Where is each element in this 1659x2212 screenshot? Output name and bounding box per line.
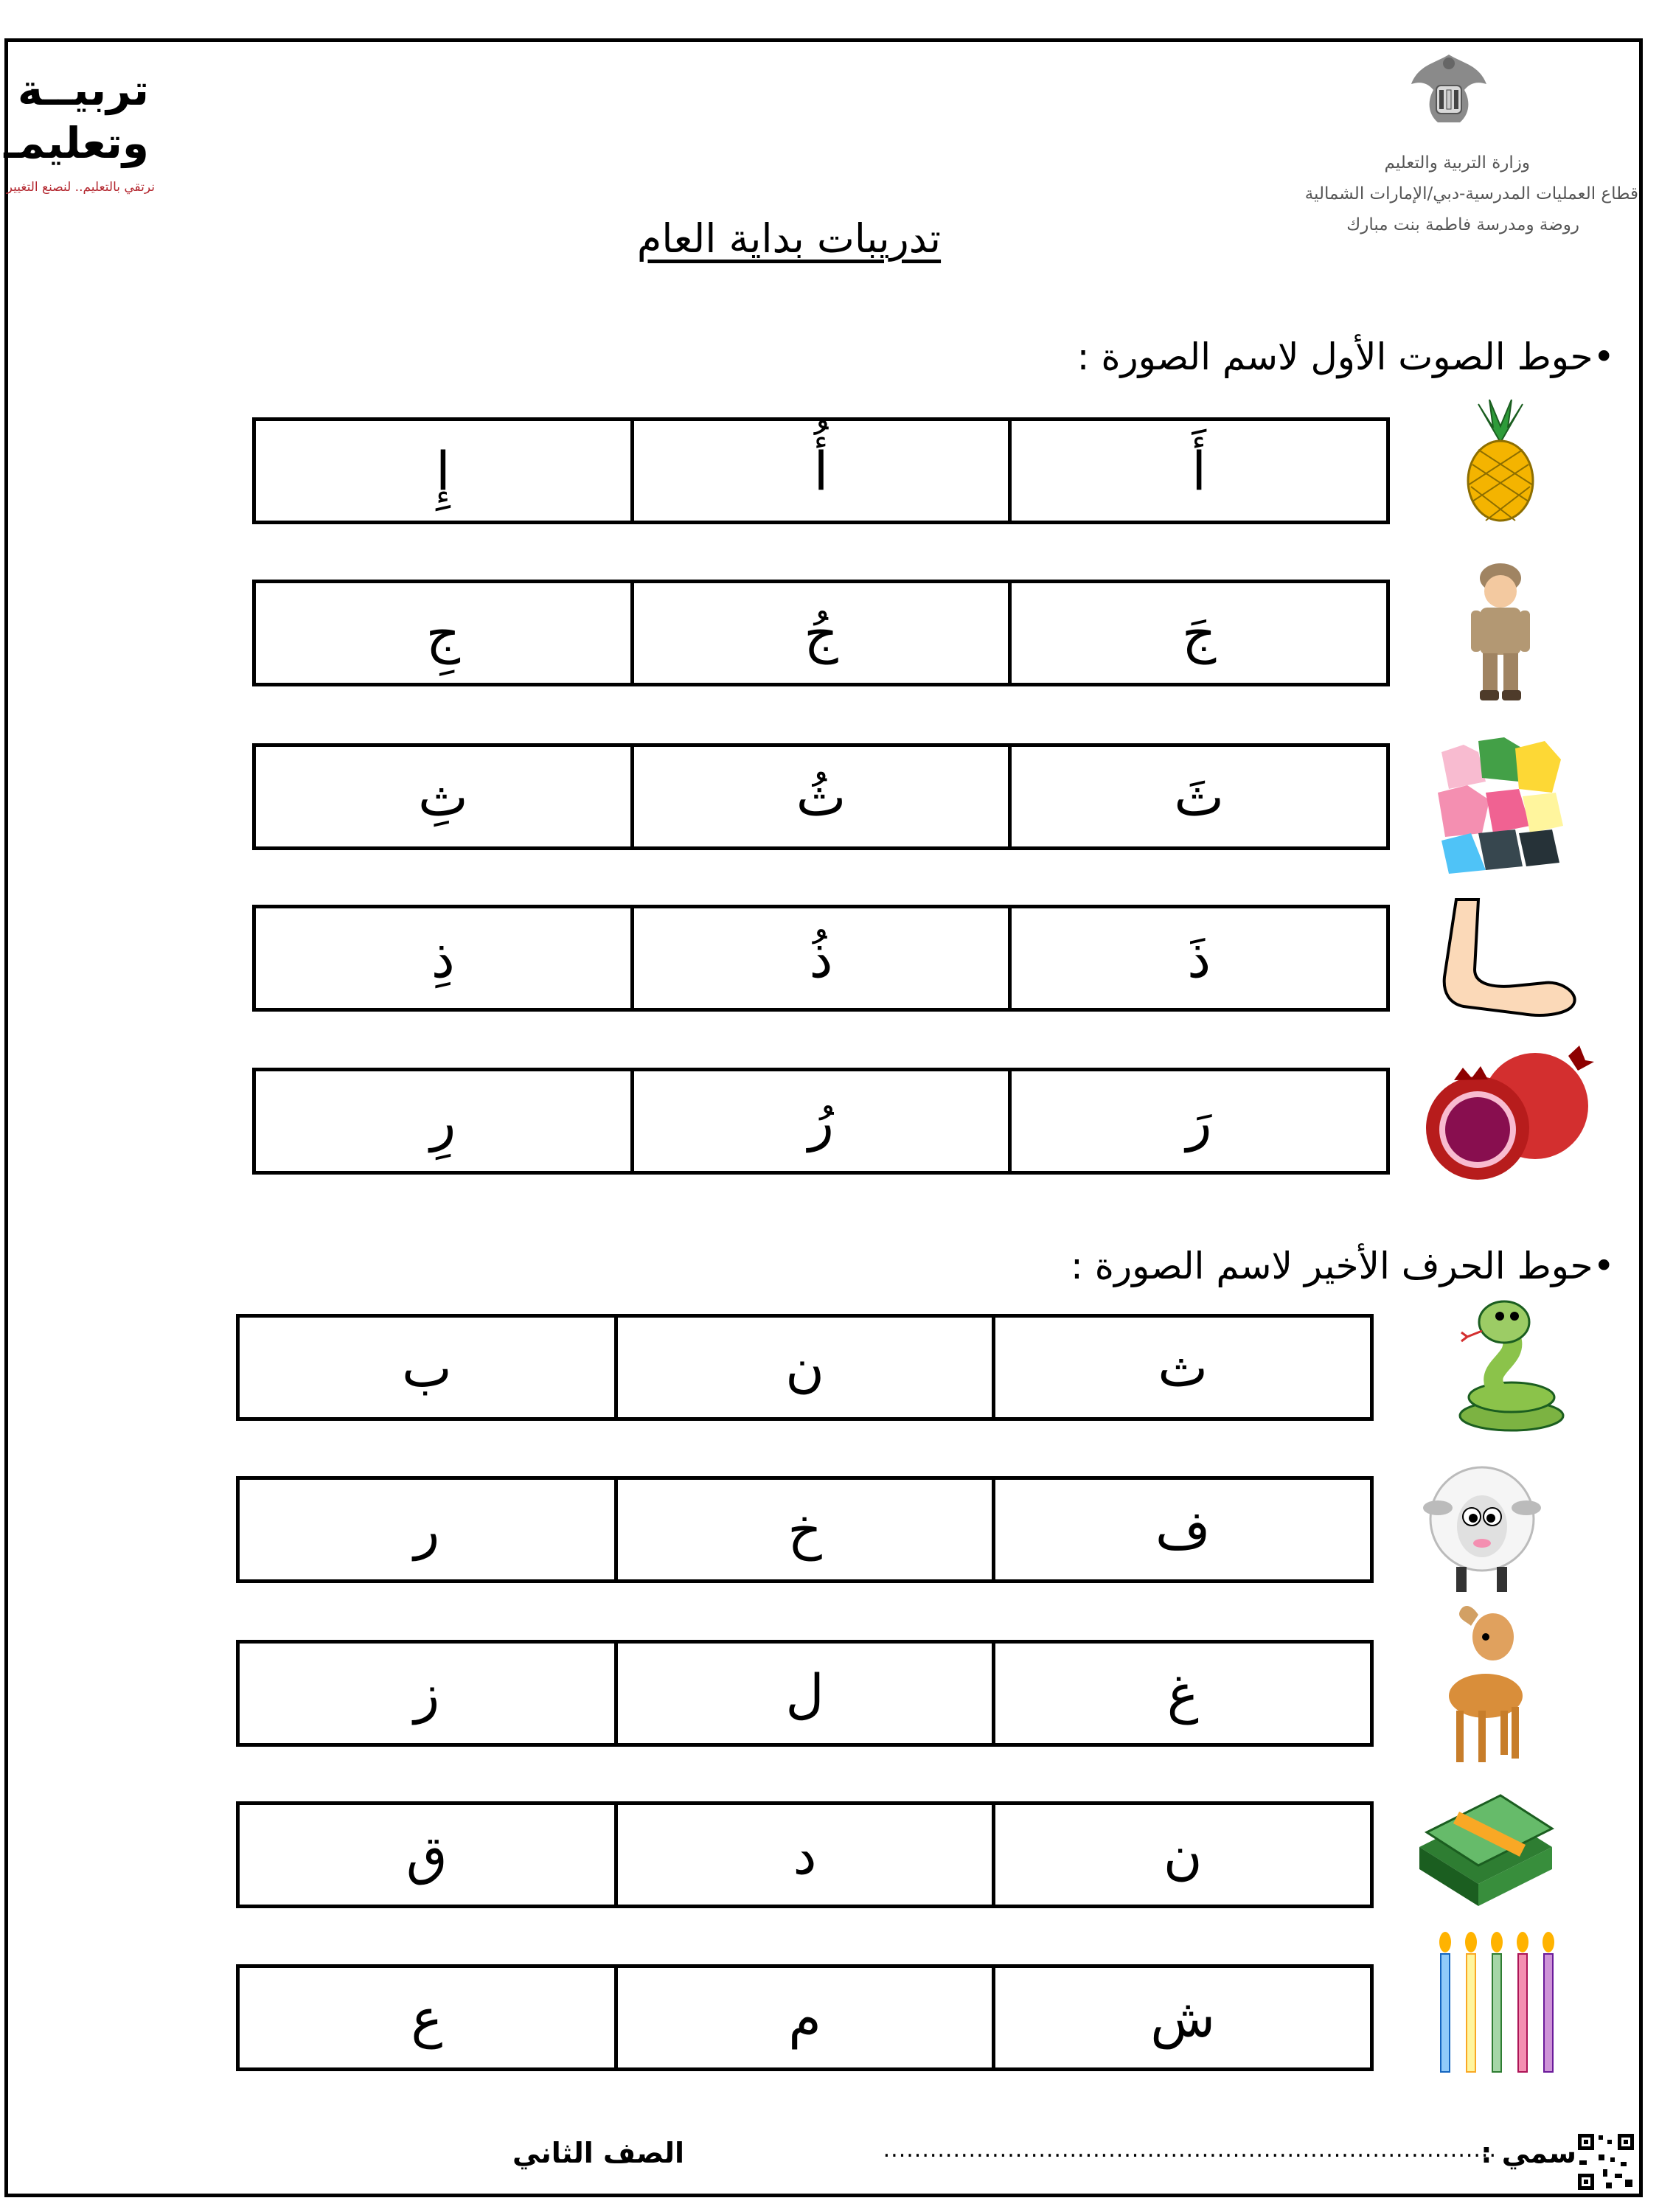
ministry-name: وزارة التربية والتعليم — [1384, 153, 1530, 173]
ministry-sector: قطاع العمليات المدرسية-دبي/الإمارات الشمالية — [1304, 184, 1638, 204]
option-cell[interactable]: ق — [406, 1823, 448, 1886]
option-cell[interactable]: ذَ — [1008, 908, 1386, 1008]
option-cell[interactable]: ش — [992, 1968, 1370, 2067]
option-cell[interactable]: ز — [414, 1662, 440, 1725]
option-cell[interactable]: أَ — [1008, 421, 1386, 521]
option-cell[interactable]: ث — [992, 1318, 1370, 1417]
sheep-icon — [1423, 1456, 1541, 1596]
money-stack-icon — [1412, 1781, 1559, 1913]
page-title: تدريبات بداية العام — [636, 215, 942, 262]
uae-emblem-icon — [1405, 49, 1492, 130]
option-cell[interactable]: أُ — [630, 421, 1009, 521]
row-1-3 — [252, 743, 1390, 850]
option-cell[interactable]: رَ — [1008, 1071, 1386, 1171]
logo-line-2: وتعليمـ — [4, 118, 149, 168]
option-cell[interactable]: ثِ — [417, 765, 468, 828]
option-cell[interactable]: غ — [992, 1644, 1370, 1743]
logo-line-1: تربيــة — [17, 65, 149, 115]
arm-icon — [1434, 896, 1582, 1029]
row-2-1 — [236, 1314, 1374, 1421]
option-cell[interactable]: ل — [614, 1644, 992, 1743]
option-cell[interactable]: ع — [411, 1986, 443, 2049]
option-cell[interactable]: م — [614, 1968, 992, 2067]
school-name: روضة ومدرسة فاطمة بنت مبارك — [1346, 215, 1579, 234]
fawn-icon — [1427, 1600, 1545, 1770]
section2-instruction: •حوط الحرف الأخير لاسم الصورة : — [1071, 1245, 1615, 1287]
grade-label: الصف الثاني — [512, 2137, 685, 2169]
candles-icon — [1430, 1932, 1563, 2079]
row-2-2 — [236, 1476, 1374, 1583]
name-dotted-line[interactable]: ............................................................................... — [883, 2137, 1497, 2163]
row-1-5 — [252, 1068, 1390, 1175]
clothes-icon — [1434, 730, 1567, 877]
option-cell[interactable]: ب — [401, 1336, 452, 1399]
row-2-5 — [236, 1964, 1374, 2071]
option-cell[interactable]: جُ — [630, 583, 1009, 683]
option-cell[interactable]: ذِ — [431, 927, 455, 990]
option-cell[interactable]: د — [614, 1805, 992, 1905]
option-cell[interactable]: رُ — [630, 1071, 1009, 1171]
option-cell[interactable]: ثُ — [630, 747, 1009, 846]
row-2-3 — [236, 1640, 1374, 1747]
option-cell[interactable]: جَ — [1008, 583, 1386, 683]
option-cell[interactable]: ن — [614, 1318, 992, 1417]
option-cell[interactable]: ثَ — [1008, 747, 1386, 846]
option-cell[interactable]: ر — [414, 1498, 440, 1561]
snake-icon — [1453, 1294, 1571, 1434]
option-cell[interactable]: إِ — [435, 439, 451, 502]
row-1-4 — [252, 905, 1390, 1012]
row-2-4 — [236, 1801, 1374, 1908]
section1-instruction: •حوط الصوت الأول لاسم الصورة : — [1077, 335, 1615, 378]
student-name-label: سمي : — [1481, 2137, 1576, 2169]
soldier-icon — [1464, 559, 1537, 706]
option-cell[interactable]: ن — [992, 1805, 1370, 1905]
option-cell[interactable]: ف — [992, 1480, 1370, 1579]
option-cell[interactable]: ذُ — [630, 908, 1009, 1008]
logo-tagline: نرتقي بالتعليم.. لنصنع التغيير — [6, 180, 155, 195]
qr-code-icon — [1576, 2132, 1635, 2191]
pineapple-icon — [1456, 398, 1545, 524]
pomegranate-icon — [1417, 1040, 1601, 1187]
option-cell[interactable]: خ — [614, 1480, 992, 1579]
option-cell[interactable]: جِ — [425, 602, 461, 664]
row-1-2 — [252, 580, 1390, 686]
option-cell[interactable]: رِ — [430, 1090, 456, 1152]
row-1-1 — [252, 417, 1390, 524]
